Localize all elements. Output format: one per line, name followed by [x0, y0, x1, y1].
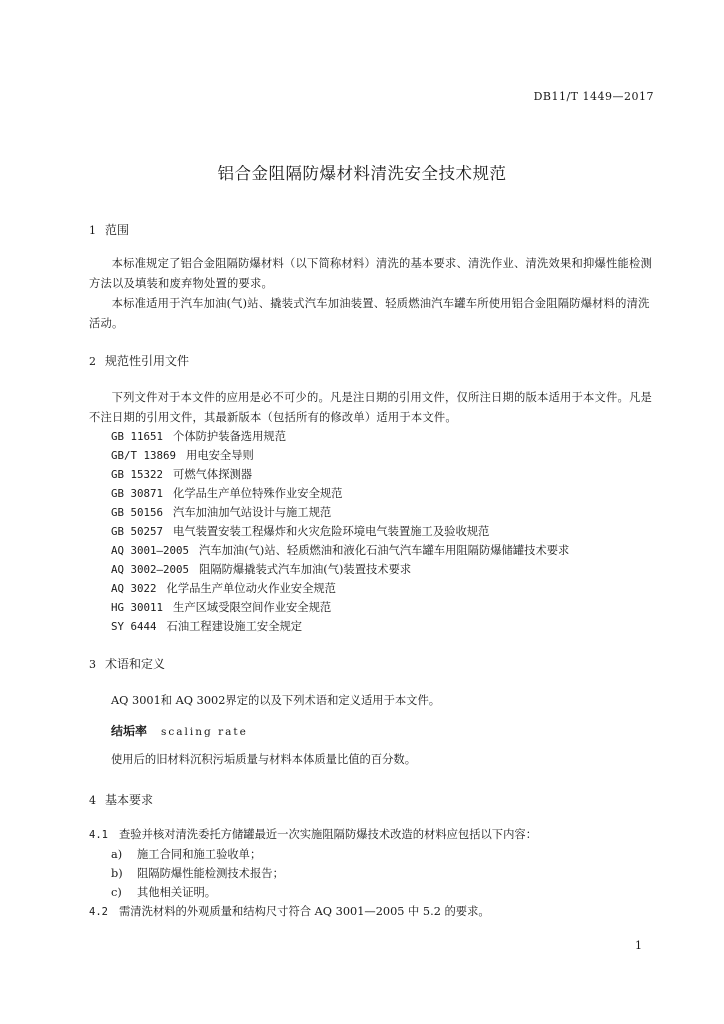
section-3-heading	[89, 655, 165, 672]
list-item	[111, 484, 569, 503]
section-number: 3	[89, 658, 96, 671]
page-number: 1	[635, 939, 642, 952]
ref-name: 阻隔防爆撬装式汽车加油(气)装置技术要求	[199, 563, 412, 576]
reference-list	[111, 427, 569, 636]
scope-paragraph-2: 本标准适用于汽车加油(气)站、撬装式汽车加油装置、轻质燃油汽车罐车所使用铝合金阻隔防爆材料的清洗活动。	[89, 297, 650, 330]
term-definition: 使用后的旧材料沉积污垢质量与材料本体质量比值的百分数。	[111, 753, 417, 766]
ref-name: 汽车加油(气)站、轻质燃油和液化石油气汽车罐车用阻隔防爆储罐技术要求	[199, 544, 570, 557]
list-item	[111, 560, 569, 579]
ref-code: GB 15322	[111, 468, 164, 481]
document-title: 铝合金阻隔防爆材料清洗安全技术规范	[217, 164, 507, 183]
item-marker: a)	[111, 848, 123, 861]
list-item	[111, 503, 569, 522]
list-item	[111, 884, 216, 900]
clause-4-2	[89, 903, 490, 919]
refs-intro: 下列文件对于本文件的应用是必不可少的。凡是注日期的引用文件，仅所注日期的版本适用于本文件。凡是不注日期的引用文件，其最新版本（包括所有的修改单）适用于本文件。	[89, 391, 652, 424]
item-marker: c)	[111, 886, 122, 899]
ref-code: AQ 3022	[111, 582, 157, 595]
ref-name: 化学品生产单位特殊作业安全规范	[173, 487, 343, 500]
section-4-heading	[89, 791, 153, 808]
list-item	[111, 598, 569, 617]
document-code: DB11/T 1449—2017	[533, 90, 654, 103]
ref-code: GB/T 13869	[111, 449, 177, 462]
ref-code: AQ 3001—2005	[111, 544, 190, 557]
list-item	[111, 579, 569, 598]
item-text: 阻隔防爆性能检测技术报告；	[137, 867, 284, 880]
terms-intro: AQ 3001和 AQ 3002界定的以及下列术语和定义适用于本文件。	[111, 694, 441, 707]
clause-text: 查验并核对清洗委托方储罐最近一次实施阻隔防爆技术改造的材料应包括以下内容：	[119, 828, 537, 841]
section-2-heading	[89, 352, 189, 369]
list-item	[111, 865, 284, 881]
ref-code: GB 30871	[111, 487, 164, 500]
item-text: 施工合同和施工验收单；	[137, 848, 262, 861]
list-item	[111, 522, 569, 541]
ref-name: 电气装置安装工程爆炸和火灾危险环境电气装置施工及验收规范	[173, 525, 490, 538]
clause-number: 4.2	[89, 906, 108, 918]
list-item	[111, 446, 569, 465]
ref-name: 生产区域受限空间作业安全规范	[173, 601, 332, 614]
term-english: scaling rate	[161, 726, 248, 738]
list-item	[111, 427, 569, 446]
section-number: 1	[89, 224, 96, 237]
ref-code: GB 50257	[111, 525, 164, 538]
section-1-heading	[89, 221, 129, 238]
clause-number: 4.1	[89, 829, 108, 841]
term-entry	[111, 722, 248, 739]
section-number: 2	[89, 355, 96, 368]
section-number: 4	[89, 794, 96, 807]
ref-code: HG 30011	[111, 601, 164, 614]
term-chinese: 结垢率	[111, 724, 148, 738]
ref-code: SY 6444	[111, 620, 157, 633]
clause-text: 需清洗材料的外观质量和结构尺寸符合 AQ 3001—2005 中 5.2 的要求。	[119, 905, 490, 918]
ref-name: 可燃气体探测器	[173, 468, 253, 481]
ref-name: 石油工程建设施工安全规定	[166, 620, 303, 633]
list-item	[111, 617, 569, 636]
section-title: 术语和定义	[105, 657, 166, 671]
section-title: 规范性引用文件	[105, 354, 190, 368]
section-title: 范围	[105, 223, 130, 237]
list-item	[111, 541, 569, 560]
clause-4-1	[89, 826, 537, 842]
section-title: 基本要求	[105, 793, 154, 807]
ref-code: GB 11651	[111, 430, 164, 443]
scope-paragraph-1: 本标准规定了铝合金阻隔防爆材料（以下简称材料）清洗的基本要求、清洗作业、清洗效果和抑爆性能检测方法以及填装和废弃物处置的要求。	[89, 257, 652, 290]
ref-name: 化学品生产单位动火作业安全规范	[166, 582, 336, 595]
ref-name: 汽车加油加气站设计与施工规范	[173, 506, 332, 519]
ref-name: 用电安全导则	[186, 449, 254, 462]
ref-code: GB 50156	[111, 506, 164, 519]
ref-code: AQ 3002—2005	[111, 563, 190, 576]
item-marker: b)	[111, 867, 123, 880]
item-text: 其他相关证明。	[137, 886, 217, 899]
list-item	[111, 465, 569, 484]
list-item	[111, 846, 261, 862]
ref-name: 个体防护装备选用规范	[173, 430, 286, 443]
